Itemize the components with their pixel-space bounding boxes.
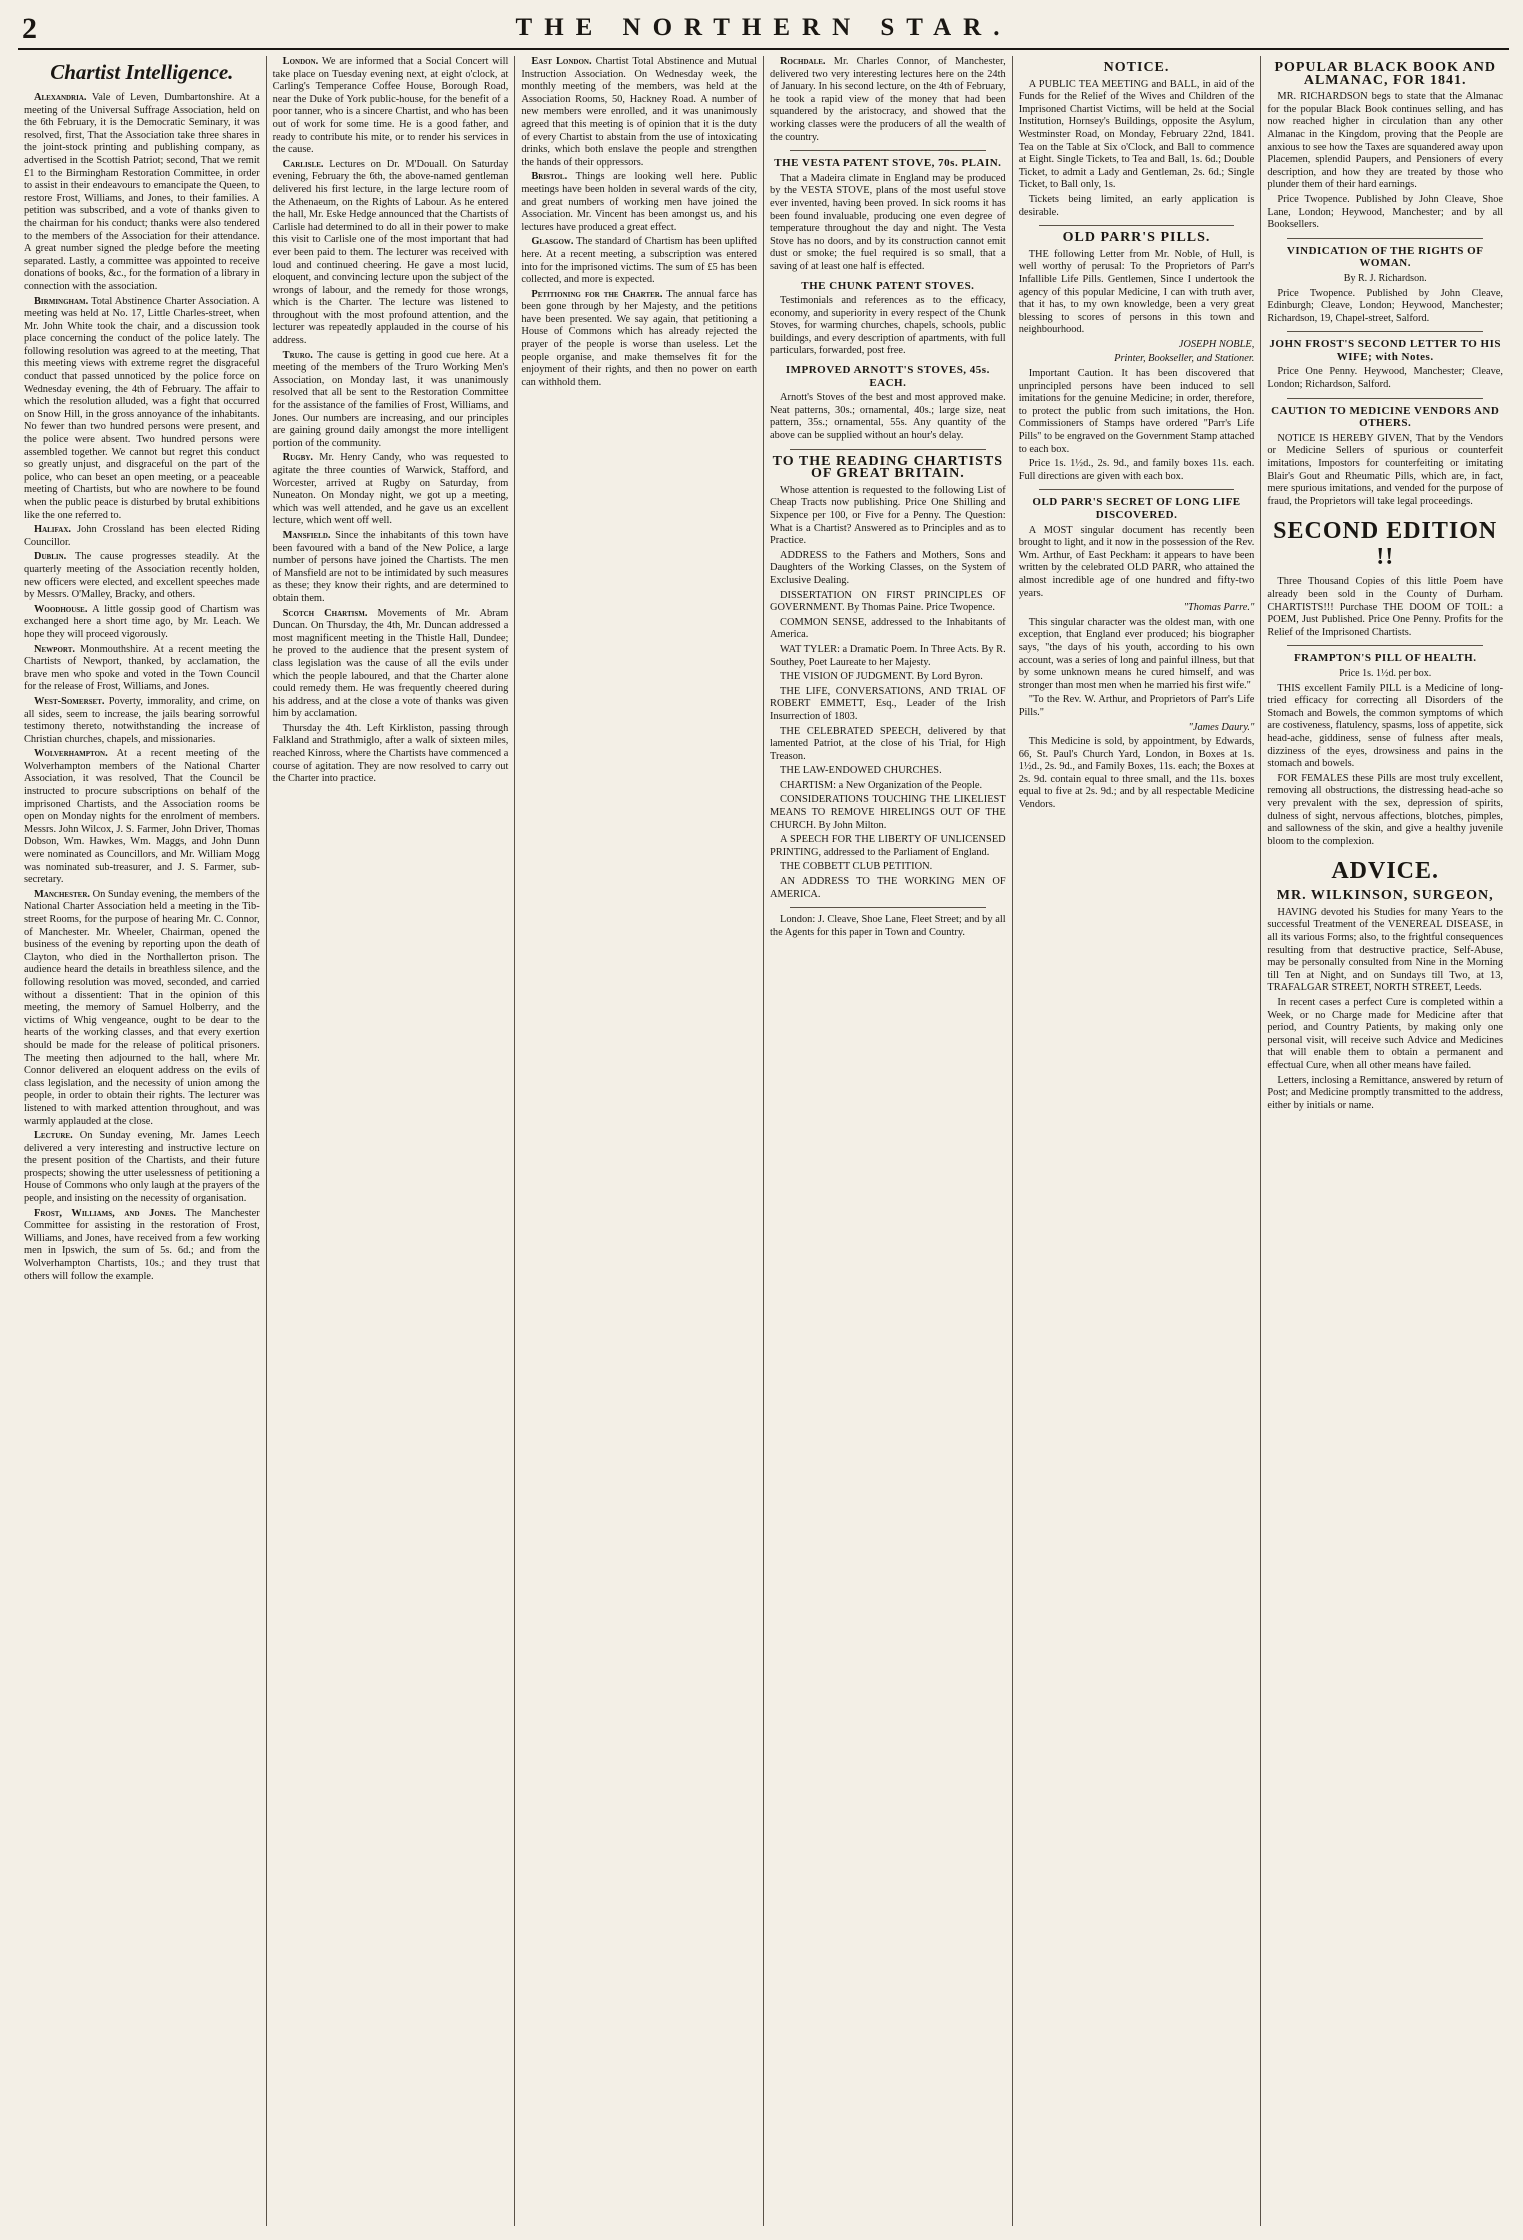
column-3 xyxy=(515,56,764,2226)
notice-text: A PUBLIC TEA MEETING and BALL, in aid of the Funds for the Relief of the Wives and Children of the Imprisoned Chartist Victims, will be held at the Social Institution, Hornsey's Buildings, opposite the Asylum, Westminster Road, on Monday, February 22nd, 1841. Tea on the Table at Six o'Clock, and Ball to commence at Eight. Single Tickets, to Tea and Ball, 1s. 6d.; Double Ticket, to admit a Lady and Gentleman, 2s. 6d.; Single Ticket, to Ball only, 1s. xyxy=(1018,78,1255,191)
news-item xyxy=(770,56,1006,144)
frampton-text: THIS excellent Family PILL is a Medicine of long-tried efficacy for correcting all Disorders of the Stomach and Bowels, the common symptoms of which are costiveness, flatulency, spasms, loss of appetite, sick head-ache, giddiness, sense of fulness after meals, dizziness of the eyes, drowsiness and pains in the stomach and bowels. xyxy=(1267,682,1504,770)
news-item xyxy=(24,1130,260,1206)
item-place-label: Halifax. xyxy=(34,524,71,536)
divider xyxy=(1039,489,1235,490)
news-item xyxy=(273,56,509,157)
secret-signature: "Thomas Parre." xyxy=(1183,602,1255,614)
item-place-label: Mansfield. xyxy=(282,529,331,541)
divider xyxy=(790,150,986,151)
tract-list-item: ADDRESS to the Fathers and Mothers, Sons and Daughters of the Working Classes, on the System of Exclusive Dealing. xyxy=(770,549,1006,586)
publisher-footer: London: J. Cleave, Shoe Lane, Fleet Street; and by all the Agents for this paper in Town and Country. xyxy=(770,914,1006,938)
item-place-label: Carlisle. xyxy=(282,158,324,170)
news-item xyxy=(521,289,757,390)
caution-text: NOTICE IS HEREBY GIVEN, That by the Vendors or Medicine Sellers of spurious or counterfeit imitations, Impostors for counterfeiting or imitating Blair's Gout and Rheumatic Pills, which are, in fact, mere spurious imitations, and vended for the purpose of fraud, the Proprietors will take legal proceedings. xyxy=(1267,432,1504,507)
item-text: Chartist Total Abstinence and Mutual Instruction Association. On Wednesday week, the monthly meeting of the members, was held at the Association Rooms, 50, Hackney Road. A number of new members were enrolled, and it was unanimously agreed that this meeting is of opinion that it is the duty of every Chartist to abstain from the use of intoxicating drinks, which both enslave the people and strengthen the hands of their oppressors. xyxy=(521,56,758,168)
news-item xyxy=(24,1208,260,1284)
item-text: On Sunday evening, the members of the National Charter Association held a meeting in the Tib-street Rooms, for the purpose of hearing Mr. C. Connor, of Manchester. Mr. Wheeler, Chairman, opened the business of the evening by reporting upon the death of Clayton, who died in the Northallerton prison. The audience heard the details in breathless silence, and the following resolution was moved, seconded, and carried without a dissentient: That in the opinion of this meeting, the memory of Samuel Holberry, and the victims of Whig vengeance, ought to be dear to the hearts of the working classes, and that every exertion should be made for the release of political prisoners. The meeting then adjourned to the hall, where Mr. Connor delivered an eloquent address on the evils of class legislation, and the necessity of union among the people, in order to obtain their rights. The lecturer was listened to with marked attention throughout, and was warmly applauded at the close. xyxy=(24,888,260,1127)
agents-text: This Medicine is sold, by appointment, by Edwards, 66, St. Paul's Church Yard, London, in Boxes at 1s. 1½d., 2s. 9d., and Family Boxes, 11s. each; the Boxes at 2s. 9d. contain equal to three small, and the 11s. boxes equal to five at 2s. 9d.; and by all respectable Medicine Vendors. xyxy=(1018,736,1255,811)
secret-title: OLD PARR'S SECRET OF LONG LIFE DISCOVERED. xyxy=(1032,496,1241,521)
tract-list-item: WAT TYLER: a Dramatic Poem. In Three Acts. By R. Southey, Poet Laureate to her Majesty. xyxy=(770,643,1006,668)
tract-list-item: THE VISION OF JUDGMENT. By Lord Byron. xyxy=(780,671,983,683)
almanac-title: POPULAR BLACK BOOK AND ALMANAC, FOR 1841. xyxy=(1274,60,1496,88)
section-title: Chartist Intelligence. xyxy=(50,60,234,84)
chunk-stove-text: Testimonials and references as to the efficacy, economy, and superiority in every respect of the Chunk Stoves, for warming churches, chapels, schools, public buildings, and every description of apartments, with full particulars, forwarded, post free. xyxy=(770,295,1006,357)
item-place-label: Birmingham. xyxy=(34,295,89,307)
tract-list-item: THE COBBETT CLUB PETITION. xyxy=(780,861,933,873)
item-text: Mr. Henry Candy, who was requested to agitate the three counties of Warwick, Stafford, and Worcester, arrived at Rugby on Saturday, from Nuneaton. On Monday night, we got up a meeting, which was well attended, and he gave us an excellent lecture, which went off well. xyxy=(272,452,509,527)
column-6 xyxy=(1261,56,1509,2226)
news-item xyxy=(24,524,260,549)
news-item xyxy=(24,604,260,642)
news-item xyxy=(273,159,509,348)
item-place-label: Truro. xyxy=(282,349,313,361)
tracts-list xyxy=(770,550,1006,901)
item-text: Thursday the 4th. Left Kirkliston, passing through Falkland and Strathmiglo, after a walk of sixteen miles, reached Kinross, where the Chartists have commenced a course of agitation. They are now resolved to carry out the Charter into practice. xyxy=(272,722,509,785)
news-item xyxy=(273,452,509,528)
item-text: The Manchester Committee for assisting in the restoration of Frost, Williams, and Jones, have received from a few working men in Ipswich, the sum of 5s. 6d.; and from the Wolverhampton Chartists, 10s.; and they trust that others will follow the example. xyxy=(24,1207,260,1282)
item-text: Things are looking well here. Public meetings have been holden in several wards of the city, and great numbers of working men have joined the Association. Mr. Vincent has been amongst us, and his lectures have produced a great effect. xyxy=(521,171,758,233)
item-place-label: London. xyxy=(282,56,319,67)
advice-name: MR. WILKINSON, SURGEON, xyxy=(1276,888,1494,904)
caution-title: CAUTION TO MEDICINE VENDORS AND OTHERS. xyxy=(1271,404,1500,430)
caution-text: Important Caution. It has been discovered that unprincipled persons have been induced to sell imitations for the genuine Medicine; in order, therefore, to protect the public from such imitations, the Hon. Commissioners of Stamps have ordered "Parr's Life Pills" to be engraved on the Government Stamp attached to each box. xyxy=(1018,368,1255,455)
letter-signature: "James Daury." xyxy=(1188,721,1255,733)
news-item xyxy=(521,171,757,234)
columns xyxy=(18,56,1509,2226)
masthead xyxy=(18,8,1509,50)
frost-letter-title: JOHN FROST'S SECOND LETTER TO HIS WIFE; with Notes. xyxy=(1269,338,1501,363)
vindication-title: VINDICATION OF THE RIGHTS OF WOMAN. xyxy=(1286,244,1484,270)
almanac-text: MR. RICHARDSON begs to state that the Almanac for the popular Black Book continues selling, and has now reached higher in circulation than any other Almanac in the Kingdom, proving that the People are anxious to see how the Taxes are squandered away upon Placemen, splendid Paupers, and Pensioners of every description, and how they are treated by those who plunder them of their hard earnings. xyxy=(1267,91,1504,191)
news-item xyxy=(24,92,260,294)
tract-list-item: THE LIFE, CONVERSATIONS, AND TRIAL OF ROBERT EMMETT, Esq., Leader of the Irish Insurrection of 1803. xyxy=(770,685,1006,722)
frampton-price: Price 1s. 1½d. per box. xyxy=(1339,667,1432,679)
notice-note: Tickets being limited, an early application is desirable. xyxy=(1018,193,1255,218)
pills-price: Price 1s. 1½d., 2s. 9d., and family boxes 11s. each. Full directions are given with each box. xyxy=(1018,458,1255,482)
advice-text: HAVING devoted his Studies for many Years to the successful Treatment of the VENEREAL DISEASE, in all its various Forms; also, to the frightful consequences resulting from that destructive practice, Self-Abuse, may be personally consulted from Nine in the Morning till Ten at Night, and on Sundays till Two, at 13, TRAFALGAR STREET, NORTH STREET, Leeds. xyxy=(1267,906,1504,994)
news-item xyxy=(273,350,509,451)
secret-text: A MOST singular document has recently been brought to light, and it now in the possession of the Rev. Wm. Arthur, of East Peckham: it appears to have been written by the celebrated OLD PARR, who attained the almost incredible age of one hundred and fifty-two years. xyxy=(1018,524,1255,599)
second-edition-text: Three Thousand Copies of this little Poem have already been sold in the County of Durham. CHARTISTS!!! Purchase THE DOOM OF TOIL: a POEM, Just Published. Price One Penny. Profits for the Relief of the Imprisoned Chartists. xyxy=(1267,576,1504,638)
item-place-label: West-Somerset. xyxy=(34,695,105,707)
tract-list-item: THE CELEBRATED SPEECH, delivered by that lamented Patriot, at the close of his Trial, for High Treason. xyxy=(770,725,1006,762)
divider xyxy=(1287,238,1483,239)
column-1 xyxy=(18,56,267,2226)
column-4 xyxy=(764,56,1013,2226)
pills-text: THE following Letter from Mr. Noble, of Hull, is well worthy of perusal: To the Proprietors of Parr's Infallible Life Pills. Gentlemen, Since I undertook the agency of this popular Medicine, I can with truth aver, that it has, to my own knowledge, been a very great blessing to scores of persons in this town and neighbourhood. xyxy=(1018,248,1255,336)
item-place-label: Rugby. xyxy=(282,452,313,464)
news-item xyxy=(24,644,260,694)
news-item xyxy=(24,889,260,1128)
divider xyxy=(1287,398,1483,399)
vindication-price: Price Twopence. Published by John Cleave, Edinburgh; Cleave, London; Heywood, Manchester; Richardson, 19, Chapel-street, Salford. xyxy=(1267,287,1504,324)
item-place-label: East London. xyxy=(531,56,592,67)
item-subplace: Total Abstinence Charter Association. xyxy=(91,295,250,307)
tract-list-item: CONSIDERATIONS TOUCHING THE LIKELIEST MEANS TO REMOVE HIRELINGS OUT OF THE CHURCH. By John Milton. xyxy=(770,794,1006,831)
news-item xyxy=(24,748,260,887)
item-place-label: Frost, Williams, and Jones. xyxy=(34,1207,176,1219)
item-place-label: Dublin. xyxy=(34,551,67,563)
pills-signature-title: Printer, Bookseller, and Stationer. xyxy=(1114,353,1255,365)
pills-title: OLD PARR'S PILLS. xyxy=(1062,230,1211,246)
item-place-label: Lecture. xyxy=(34,1130,73,1142)
divider xyxy=(790,907,986,908)
news-item xyxy=(273,530,509,606)
secret-text-2: This singular character was the oldest man, with one exception, that England ever produced; his biographer says, "the days of his youth, according to his own account, was a series of long and painful illness, but that by some unknown means he cured himself, and was stronger than most men when he married his first wife." xyxy=(1018,616,1255,691)
item-text: Mr. Charles Connor, of Manchester, delivered two very interesting lectures here on the 24th of January. In his second lecture, on the 4th of February, he took a rapid view of the money that had been squandered by the aristocracy, and showed that the working classes were the producers of all the wealth of the country. xyxy=(770,56,1006,143)
news-item xyxy=(521,236,757,286)
item-place-label: Manchester. xyxy=(34,888,90,900)
column-3-items xyxy=(521,56,757,389)
tract-list-item: CHARTISM: a New Organization of the People. xyxy=(780,779,983,791)
column-4-items xyxy=(770,56,1006,144)
newspaper-title: THE NORTHERN STAR. xyxy=(515,14,1012,41)
vesta-stove-title: THE VESTA PATENT STOVE, 70s. PLAIN. xyxy=(774,157,1002,170)
item-subplace: Vale of Leven, Dumbartonshire. xyxy=(91,92,235,103)
arnott-stove-text: Arnott's Stoves of the best and most approved make. Neat patterns, 30s.; ornamental, 40s.; large size, neat pattern, 35s.; ornamental, 55s. Any quantity of the above can be supplied without an hour's delay. xyxy=(770,392,1006,442)
item-text: The annual farce has been gone through by her Majesty, and the petitions have been presented. We say again, that petitioning a House of Commons which has already rejected the prayer of the people is worse than useless. Let the people organise, and make themselves fit for the enjoyment of their rights, and then no power on earth can withhold them. xyxy=(521,288,758,388)
item-text: Movements of Mr. Abram Duncan. On Thursday, the 4th, Mr. Duncan addressed a most magnificent meeting in the Thistle Hall, Dundee; he proved to the audience that the present system of class legislation was the cause of all the evils under which the people laboured, and that the Charter alone could remedy them. He was frequently cheered during his address, and at the close a vote of thanks was given him by acclamation. xyxy=(272,607,509,720)
item-place-label: Bristol. xyxy=(531,171,568,183)
item-place-label: Newport. xyxy=(34,643,75,655)
item-text: John Crossland has been elected Riding Councillor. xyxy=(24,524,260,548)
almanac-price: Price Twopence. Published by John Cleave, Shoe Lane, London; Heywood, Manchester; and by all Booksellers. xyxy=(1267,193,1504,231)
news-item xyxy=(24,696,260,746)
divider xyxy=(1287,331,1483,332)
page-number: 2 xyxy=(22,12,37,45)
news-item xyxy=(273,723,509,786)
item-text: Since the inhabitants of this town have been favoured with a band of the New Police, a large number of persons have joined the Chartists. The men of Mansfield are not to be intimidated by such measures as these; they know their rights, and are determined to obtain them. xyxy=(272,529,509,604)
tract-list-item: THE LAW-ENDOWED CHURCHES. xyxy=(780,765,942,777)
item-place-label: Alexandria. xyxy=(34,92,87,103)
letter-heading: "To the Rev. W. Arthur, and Proprietors of Parr's Life Pills." xyxy=(1018,694,1255,718)
item-text: Poverty, immorality, and crime, on all sides, seem to increase, the jails bearing sorrowful testimony thereto, notwithstanding the increase of Christian churches, chapels, and missionaries. xyxy=(24,695,260,745)
item-place-label: Rochdale. xyxy=(780,56,826,67)
news-item xyxy=(273,608,509,721)
females-text: FOR FEMALES these Pills are most truly excellent, removing all obstructions, the distressing head-ache so very prevalent with the sex, depression of spirits, dulness of sight, nervous affections, blotches, pimples, and sallowness of the skin, and give a healthy juvenile bloom to the complexion. xyxy=(1267,772,1504,847)
item-place-label: Wolverhampton. xyxy=(34,748,108,760)
tract-list-item: A SPEECH FOR THE LIBERTY OF UNLICENSED PRINTING, addressed to the Parliament of England. xyxy=(770,834,1006,858)
item-text: We are informed that a Social Concert will take place on Tuesday evening next, at eight o'clock, at Carling's Temperance Coffee House, Borough Road, near the Duke of York public-house, for the benefit of a poor tanner, who is a sincere Chartist, and who has been out of work for some time. He is a good father, and ready to contribute his mite, or to render his services in the cause. xyxy=(272,56,509,156)
column-2 xyxy=(267,56,516,2226)
tract-list-item: COMMON SENSE, addressed to the Inhabitants of America. xyxy=(770,616,1006,641)
second-edition-title: SECOND EDITION !! xyxy=(1273,518,1498,571)
advice-text-2: In recent cases a perfect Cure is completed within a Week, or no Charge made for Medicine after that period, and Country Patients, by making only one personal visit, will receive such Advice and Medicines that will enable them to obtain a permanent and effectual Cure, when all other means have failed. xyxy=(1267,997,1504,1071)
advice-title: ADVICE. xyxy=(1331,858,1440,885)
item-place-label: Glasgow. xyxy=(531,236,574,248)
item-text: Lectures on Dr. M'Douall. On Saturday evening, February the 6th, the above-named gentleman delivered his first lecture, in the large lecture room of the Athenaeum, on the Rights of Labour. As he entered the hall, Mr. Eske Hedge announced that the Chartists of Carlisle had determined to do all in their power to make this visit to Carlisle one of the most important that had ever been paid to them. The lecturer was received with loud and continued cheering. He gave a most lucid, eloquent, and convincing lecture upon the subject of the wrongs of labour, and the remedy for those wrongs, which is the Charter. The lecture was listened to throughout with the most profound attention, and the lecturer was repeatedly applauded in the course of his address. xyxy=(272,158,509,347)
divider xyxy=(1039,225,1235,226)
divider xyxy=(1287,645,1483,646)
column-5 xyxy=(1013,56,1262,2226)
tract-list-item: AN ADDRESS TO THE WORKING MEN OF AMERICA. xyxy=(770,876,1006,900)
column-2-items xyxy=(273,56,509,786)
item-place-label: Scotch Chartism. xyxy=(282,607,368,619)
news-item xyxy=(521,56,757,169)
reading-chartists-title: TO THE READING CHARTISTS OF GREAT BRITAIN. xyxy=(772,453,1004,482)
news-item xyxy=(24,551,260,601)
item-place-label: Petitioning for the Charter. xyxy=(531,288,663,300)
advice-footer: Letters, inclosing a Remittance, answered by return of Post; and Medicine promptly transmitted to the address, either by initials or name. xyxy=(1267,1074,1504,1111)
item-place-label: Woodhouse. xyxy=(34,603,88,615)
pills-signature: JOSEPH NOBLE, xyxy=(1178,338,1255,350)
reading-chartists-text: Whose attention is requested to the following List of Cheap Tracts now publishing. Price One Shilling and Sixpence per 100, or Five for a Penny. The Question: What is a Chartist? Answered as to Principles and as to Practice. xyxy=(770,484,1006,547)
vindication-author: By R. J. Richardson. xyxy=(1343,272,1427,284)
chunk-stove-title: THE CHUNK PATENT STOVES. xyxy=(801,279,975,292)
tract-list-item: DISSERTATION ON FIRST PRINCIPLES OF GOVERNMENT. By Thomas Paine. Price Twopence. xyxy=(770,589,1006,614)
item-text: The cause is getting in good cue here. At a meeting of the members of the Truro Working Men's Association, on Monday last, it was unanimously resolved that all be sent to the Restoration Committee for the assistance of the families of Frost, Williams, and Jones. Our numbers are increasing, and our principles are gaining ground daily amongst the more intelligent portion of the community. xyxy=(272,349,509,449)
vesta-stove-text: That a Madeira climate in England may be produced by the VESTA STOVE, plans of the most useful stove ever invented, having been proved. In sick rooms it has been found invaluable, producing one even degree of temperature throughout the day and night. The Vesta Stove has no doors, and by its construction cannot emit dust or smoke; the fuel required is so small, that a saving of at least one half is effected. xyxy=(770,172,1006,272)
item-text: On Sunday evening, Mr. James Leech delivered a very interesting and instructive lecture on the present position of the Chartists, and their future prospects; showing the utter uselessness of petitioning a House of Commons who only laugh at the prayers of the people, and insisting on the necessity of organisation. xyxy=(24,1130,260,1205)
frampton-title: FRAMPTON'S PILL OF HEALTH. xyxy=(1293,652,1477,665)
frost-letter-price: Price One Penny. Heywood, Manchester; Cleave, London; Richardson, Salford. xyxy=(1267,366,1504,391)
item-text: The standard of Chartism has been uplifted here. At a recent meeting, a subscription was entered into for the imprisoned victims. The sum of £5 has been collected, and more is expected. xyxy=(521,236,758,286)
item-text: At a meeting of the Universal Suffrage Association, held on the 6th February, it is the Democratic Seminary, it was resolved, first, That the Association take three shares in the joint-stock printing and publishing company, as advertised in the Scottish Patriot; second, That we remit £1 to the Birmingham Restoration Committee, in order to assist in their endeavours to emancipate the Queen, to restore Frost, Williams, and Jones, to their families. A petition was subscribed, and a vote of thanks given to the chairman for his conduct; thanks were also tendered to the members of the Association for their attendance. A great number signed the pledge before the meeting separated. Lastly, a committee was appointed to receive donations of books, &c., for the formation of a library in connection with the association. xyxy=(24,92,260,292)
item-text: At a recent meeting the Chartists of Newport, thanked, by acclamation, the brave men who spoke and voted in the Town Council for the release of Frost, Williams, and Jones. xyxy=(24,643,260,693)
item-text: A meeting was held at No. 17, Little Charles-street, when Mr. John White took the chair, and a discussion took place concerning the conduct of the police lately. The following resolution was agreed to at the meeting, That this meeting views with extreme regret the disgraceful conduct that passed unnoticed by the police force on Wednesday evening, the 4th of February. The affair to which the resolution alluded, was a fight that occurred on Snow Hill, in the gross annoyance of the inhabitants. No fewer than two hundred persons were present, and the police were absent. Two hundred persons were assembled together. We cannot but regret this conduct so greatly unjust, and disgraceful on the part of the police, who can beset an open meeting, or a peaceable meeting of Chartists, but who are nowhere to be found when the public peace is disturbed by brutal exhibitions like the one referred to. xyxy=(24,295,260,521)
news-item xyxy=(24,296,260,523)
arnott-stove-title: IMPROVED ARNOTT'S STOVES, 45s. EACH. xyxy=(785,364,990,389)
item-subplace: Monmouthshire. xyxy=(79,643,149,655)
chartist-intelligence-items xyxy=(24,92,260,1283)
item-text: The cause progresses steadily. At the quarterly meeting of the Association recently holden, new officers were elected, and excellent speeches made by Messrs. O'Malley, Bracky, and others. xyxy=(24,551,260,601)
notice-title: NOTICE. xyxy=(1103,60,1170,75)
item-text: At a recent meeting of the Wolverhampton members of the National Charter Association, it was resolved, That the Council be instructed to procure subscriptions on behalf of the imprisoned Chartists, and the Association rooms be open on Monday nights for the enrolment of members. Messrs. John Wilcox, J. S. Farmer, John Driver, Thomas Dobson, Wm. Hawkes, Wm. Maggs, and John Dunn were nominated as Councillors, and Mr. William Mogg was nominated sub-treasurer, and J. S. Farmer, sub-secretary. xyxy=(24,748,260,886)
divider xyxy=(790,449,986,450)
item-text: A little gossip good of Chartism was exchanged here a short time ago, by Mr. Leach. We hope they will proceed vigorously. xyxy=(24,603,260,640)
